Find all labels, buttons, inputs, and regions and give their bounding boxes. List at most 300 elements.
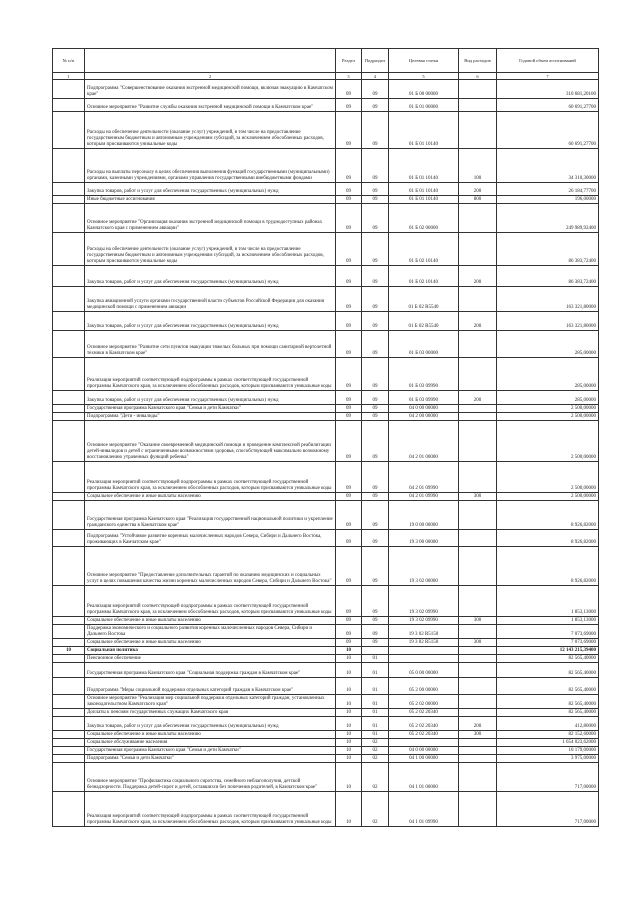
row-amount: 7 073,69000	[497, 625, 599, 639]
row-expense-type	[459, 462, 497, 493]
row-expense-type: 300	[459, 493, 497, 501]
row-name: Основное мероприятие "Оказание своевременной медицинской помощи и проведение комплексной реабилитации детей-инвалидов и детей с ограниченными возможностями здоровья, способствующей максимально возможному восстановлению утраченных функций ребенка"	[85, 421, 336, 462]
table-row	[53, 763, 599, 792]
row-number	[53, 731, 85, 739]
row-amount: 163 321,80000	[497, 287, 599, 312]
row-section: 09	[336, 530, 362, 547]
row-subsection: 09	[362, 501, 389, 530]
colnum-6: 6	[459, 73, 497, 80]
row-amount: 2 500,00000	[497, 462, 599, 493]
row-article: 01 Б 01 10140	[389, 149, 459, 183]
row-expense-type	[459, 501, 497, 530]
row-name: Государственная программа Камчатского края "Социальная поддержка граждан в Камчатском крае"	[85, 663, 336, 678]
table-row	[53, 183, 599, 196]
colnum-3: 3	[336, 73, 362, 80]
row-article: 19 3 02 R5150	[389, 625, 459, 639]
row-amount: 3 975,00000	[497, 755, 599, 763]
row-amount: 717,00000	[497, 792, 599, 827]
row-article: 05 0 00 00000	[389, 663, 459, 678]
row-article: 05 2 02 20340	[389, 731, 459, 739]
column-number-row	[53, 73, 599, 80]
header-section: Раздел	[336, 49, 362, 73]
row-article: 01 Б 02 R5540	[389, 312, 459, 331]
row-subsection: 01	[362, 717, 389, 731]
row-number	[53, 617, 85, 625]
colnum-4: 4	[362, 73, 389, 80]
row-expense-type	[459, 331, 497, 358]
row-section: 10	[336, 731, 362, 739]
row-section: 10	[336, 763, 362, 792]
row-number	[53, 625, 85, 639]
row-expense-type	[459, 112, 497, 149]
row-expense-type: 200	[459, 266, 497, 287]
row-name: Подпрограмма "Устойчивое развитие коренных малочисленных народов Севера, Сибири и Дальнего Востока, проживающих в Камчатском крае"	[85, 530, 336, 547]
row-name: Закупка авиационной услуги органами государственной власти субъектов Российской Федерации для оказания медицинской помощи с применением авиации	[85, 287, 336, 312]
row-name: Пенсионное обеспечение	[85, 655, 336, 663]
row-expense-type: 200	[459, 717, 497, 731]
row-article: 01 Б 02 R5540	[389, 287, 459, 312]
table-row	[53, 695, 599, 709]
row-article: 19 3 02 09990	[389, 617, 459, 625]
row-subsection: 09	[362, 421, 389, 462]
row-name: Основное мероприятие "Организация оказания экстренной медицинской помощи в труднодоступных районах Камчатского края с применением авиации"	[85, 204, 336, 233]
row-article: 05 2 02 20340	[389, 717, 459, 731]
row-subsection: 02	[362, 747, 389, 755]
row-amount: 285,00000	[497, 358, 599, 391]
row-article: 19 0 00 00000	[389, 501, 459, 530]
row-section: 09	[336, 196, 362, 204]
colnum-7: 7	[497, 73, 599, 80]
row-number	[53, 149, 85, 183]
row-name: Закупка товаров, работ и услуг для обеспечения государственных (муниципальных) нужд	[85, 183, 336, 196]
row-name: Иные бюджетные ассигнования	[85, 196, 336, 204]
table-body	[53, 80, 599, 827]
table-row	[53, 80, 599, 99]
colnum-1: 1	[53, 73, 85, 80]
row-number	[53, 99, 85, 112]
row-name: Социальное обеспечение и иные выплаты населению	[85, 493, 336, 501]
table-row	[53, 204, 599, 233]
row-name: Государственная программа Камчатского края "Семья и дети Камчатки"	[85, 747, 336, 755]
row-amount: 196,00000	[497, 196, 599, 204]
row-name: Основное мероприятие "Предоставление дополнительных гарантий по оказанию медицинских и социальных услуг в целях повышения качества жизни коренных малочисленных народов Севера, Сибири и Дальнего Востока"	[85, 547, 336, 586]
row-section: 09	[336, 586, 362, 617]
row-expense-type	[459, 739, 497, 747]
table-row	[53, 405, 599, 413]
table-row	[53, 501, 599, 530]
header-subsection: Подраздел	[362, 49, 389, 73]
row-amount: 2 500,00000	[497, 493, 599, 501]
row-article: 04 1 01 00000	[389, 763, 459, 792]
table-row	[53, 709, 599, 717]
row-article: 05 2 00 00000	[389, 678, 459, 695]
row-number	[53, 204, 85, 233]
row-number	[53, 312, 85, 331]
table-row	[53, 493, 599, 501]
header-exp-type: Вид расходов	[459, 49, 497, 73]
row-subsection: 01	[362, 678, 389, 695]
row-article: 01 Б 02 00000	[389, 204, 459, 233]
row-section: 10	[336, 655, 362, 663]
row-expense-type: 300	[459, 617, 497, 625]
row-name: Социальное обеспечение и иные выплаты населению	[85, 617, 336, 625]
row-subsection: 09	[362, 99, 389, 112]
table-row	[53, 792, 599, 827]
row-expense-type	[459, 655, 497, 663]
row-subsection: 02	[362, 792, 389, 827]
row-subsection: 09	[362, 112, 389, 149]
row-expense-type	[459, 678, 497, 695]
row-name: Основное мероприятие "Развитие службы оказания экстренной медицинской помощи в Камчатском крае"	[85, 99, 336, 112]
row-name: Основное мероприятие "Развитие сети пунктов эвакуации тяжелых больных при помощи санитарной вертолетной техники в Камчатском крае"	[85, 331, 336, 358]
row-name: Социальное обеспечение и иные выплаты населению	[85, 731, 336, 739]
row-article: 01 Б 01 10140	[389, 196, 459, 204]
row-amount: 26 184,77700	[497, 183, 599, 196]
row-section: 09	[336, 358, 362, 391]
table-row	[53, 586, 599, 617]
row-article: 01 Б 01 10140	[389, 112, 459, 149]
budget-allocation-table	[52, 48, 599, 827]
row-subsection: 01	[362, 709, 389, 717]
row-subsection: 09	[362, 639, 389, 647]
row-article: 04 2 00 00000	[389, 413, 459, 421]
table-row	[53, 731, 599, 739]
row-expense-type: 100	[459, 149, 497, 183]
row-expense-type	[459, 663, 497, 678]
row-expense-type	[459, 625, 497, 639]
table-row	[53, 747, 599, 755]
row-article: 01 Б 02 10140	[389, 266, 459, 287]
table-row	[53, 663, 599, 678]
row-number	[53, 547, 85, 586]
row-section: 09	[336, 312, 362, 331]
row-amount: 412,80000	[497, 717, 599, 731]
row-number	[53, 678, 85, 695]
row-expense-type	[459, 99, 497, 112]
table-row	[53, 358, 599, 391]
row-name: Закупка товаров, работ и услуг для обеспечения государственных (муниципальных) нужд	[85, 717, 336, 731]
row-expense-type	[459, 763, 497, 792]
row-subsection: 09	[362, 312, 389, 331]
row-name: Подпрограмма "Семья и дети Камчатки"	[85, 755, 336, 763]
row-number	[53, 663, 85, 678]
row-section: 09	[336, 112, 362, 149]
table-row	[53, 196, 599, 204]
row-article: 04 2 01 00000	[389, 421, 459, 462]
row-article: 04 0 00 00000	[389, 405, 459, 413]
row-amount: 60 691,27700	[497, 112, 599, 149]
table-row	[53, 99, 599, 112]
row-number	[53, 709, 85, 717]
row-article: 04 0 00 00000	[389, 747, 459, 755]
row-section: 09	[336, 204, 362, 233]
row-section: 09	[336, 501, 362, 530]
table-row	[53, 391, 599, 405]
row-amount: 34 310,30000	[497, 149, 599, 183]
row-number	[53, 421, 85, 462]
row-article: 04 1 00 00000	[389, 755, 459, 763]
row-section: 10	[336, 717, 362, 731]
row-name: Закупка товаров, работ и услуг для обеспечения государственных (муниципальных) нужд	[85, 391, 336, 405]
table-row	[53, 655, 599, 663]
row-subsection	[362, 647, 389, 655]
row-expense-type	[459, 405, 497, 413]
row-number	[53, 266, 85, 287]
header-amount: Годовой объем ассигнований	[497, 49, 599, 73]
row-name: Поддержка экономического и социального развития коренных малочисленных народов Севера, Сибири и Дальнего Востока	[85, 625, 336, 639]
header-article: Целевая статья	[389, 49, 459, 73]
table-row	[53, 547, 599, 586]
row-number	[53, 763, 85, 792]
table-row	[53, 149, 599, 183]
row-expense-type	[459, 792, 497, 827]
row-section: 10	[336, 747, 362, 755]
row-number	[53, 493, 85, 501]
row-name: Основное мероприятие "Реализация мер социальной поддержки отдельных категорий граждан, установленных законодательством Камчатского края"	[85, 695, 336, 709]
row-subsection: 02	[362, 739, 389, 747]
row-number	[53, 747, 85, 755]
table-row	[53, 617, 599, 625]
row-section: 10	[336, 792, 362, 827]
table-row	[53, 413, 599, 421]
row-subsection: 09	[362, 358, 389, 391]
table-row	[53, 331, 599, 358]
row-name: Государственная программа Камчатского края "Реализация государственной национальной политики и укрепление гражданского единства в Камчатском крае"	[85, 501, 336, 530]
row-number	[53, 413, 85, 421]
row-section: 09	[336, 391, 362, 405]
row-name: Социальная политика	[85, 647, 336, 655]
row-number	[53, 183, 85, 196]
row-article	[389, 739, 459, 747]
row-number	[53, 462, 85, 493]
row-name: Основное мероприятие "Профилактика социального сиротства, семейного неблагополучия, детской безнадзорности. Поддержка детей-сирот и детей, оставшихся без попечения родителей, в Камчатском крае"	[85, 763, 336, 792]
row-number	[53, 530, 85, 547]
row-name: Подпрограмма "Меры социальной поддержки отдельных категорий граждан в Камчатском крае"	[85, 678, 336, 695]
row-article: 04 2 01 09990	[389, 462, 459, 493]
row-amount: 7 073,69000	[497, 639, 599, 647]
table-row	[53, 625, 599, 639]
row-section: 10	[336, 678, 362, 695]
row-article: 05 2 02 00000	[389, 695, 459, 709]
row-expense-type	[459, 530, 497, 547]
row-subsection: 01	[362, 731, 389, 739]
row-expense-type	[459, 747, 497, 755]
row-section: 09	[336, 149, 362, 183]
row-section: 09	[336, 421, 362, 462]
row-amount: 12 143 215,39400	[497, 647, 599, 655]
row-number	[53, 717, 85, 731]
row-number	[53, 80, 85, 99]
row-section: 10	[336, 739, 362, 747]
row-expense-type	[459, 586, 497, 617]
row-section: 09	[336, 99, 362, 112]
row-subsection: 09	[362, 547, 389, 586]
table-row	[53, 266, 599, 287]
table-row	[53, 312, 599, 331]
table-row	[53, 287, 599, 312]
row-article	[389, 647, 459, 655]
row-amount: 86 383,72400	[497, 266, 599, 287]
row-amount: 717,00000	[497, 763, 599, 792]
row-name: Закупка товаров, работ и услуг для обеспечения государственных (муниципальных) нужд	[85, 312, 336, 331]
table-row	[53, 717, 599, 731]
row-subsection: 09	[362, 287, 389, 312]
row-amount: 285,00000	[497, 391, 599, 405]
row-number	[53, 233, 85, 266]
row-amount: 2 500,00000	[497, 405, 599, 413]
row-subsection: 09	[362, 80, 389, 99]
row-number	[53, 739, 85, 747]
row-article: 19 3 02 09990	[389, 586, 459, 617]
row-section: 10	[336, 709, 362, 717]
row-subsection: 09	[362, 331, 389, 358]
table-row	[53, 755, 599, 763]
row-expense-type	[459, 709, 497, 717]
row-number	[53, 405, 85, 413]
row-subsection: 01	[362, 695, 389, 709]
row-article: 04 1 01 09990	[389, 792, 459, 827]
row-amount: 82 565,40000	[497, 655, 599, 663]
row-name: Расходы на выплаты персоналу в целях обеспечения выполнения функций государственными (муниципальными) органами, казенными учреждениями, органами управления государственными внебюджетными фондами	[85, 149, 336, 183]
row-subsection: 09	[362, 149, 389, 183]
row-subsection: 09	[362, 183, 389, 196]
row-expense-type: 200	[459, 391, 497, 405]
row-expense-type	[459, 647, 497, 655]
row-article: 01 Б 01 10140	[389, 183, 459, 196]
row-subsection: 09	[362, 204, 389, 233]
row-subsection: 09	[362, 405, 389, 413]
row-expense-type: 300	[459, 639, 497, 647]
row-amount: 86 383,72400	[497, 233, 599, 266]
row-article: 01 Б 01 00000	[389, 99, 459, 112]
row-section: 09	[336, 331, 362, 358]
row-amount: 10 179,00000	[497, 747, 599, 755]
row-subsection: 09	[362, 266, 389, 287]
row-article: 19 3 02 00000	[389, 547, 459, 586]
row-amount: 8 926,82000	[497, 501, 599, 530]
row-amount: 1 853,13000	[497, 617, 599, 625]
row-amount: 82 565,40000	[497, 678, 599, 695]
row-section: 09	[336, 617, 362, 625]
row-article: 01 Б 02 10140	[389, 233, 459, 266]
row-expense-type	[459, 233, 497, 266]
row-subsection: 09	[362, 493, 389, 501]
row-subsection: 09	[362, 413, 389, 421]
row-number	[53, 112, 85, 149]
table-row	[53, 647, 599, 655]
row-subsection: 01	[362, 663, 389, 678]
row-expense-type	[459, 695, 497, 709]
row-expense-type: 200	[459, 312, 497, 331]
row-section: 09	[336, 639, 362, 647]
row-name: Реализация мероприятий соответствующей подпрограммы в рамках соответствующей государственной программы Камчатского края, за исключением обособленных расходов, которым присваиваются уникальные коды	[85, 462, 336, 493]
row-section: 09	[336, 625, 362, 639]
table-row	[53, 639, 599, 647]
row-number	[53, 586, 85, 617]
row-amount: 82 565,40000	[497, 709, 599, 717]
row-number	[53, 639, 85, 647]
row-name: Реализация мероприятий соответствующей подпрограммы в рамках соответствующей государственной программы Камчатского края, за исключением обособленных расходов, которым присваиваются уникальные коды	[85, 792, 336, 827]
row-amount: 249 989,92400	[497, 204, 599, 233]
row-section: 10	[336, 755, 362, 763]
row-subsection: 02	[362, 763, 389, 792]
row-expense-type	[459, 413, 497, 421]
header-name	[85, 49, 336, 73]
row-subsection: 09	[362, 586, 389, 617]
row-expense-type	[459, 204, 497, 233]
row-subsection: 09	[362, 625, 389, 639]
row-section: 09	[336, 493, 362, 501]
row-section: 09	[336, 233, 362, 266]
row-amount: 310 681,20100	[497, 80, 599, 99]
row-section: 10	[336, 663, 362, 678]
row-name: Государственная программа Камчатского края "Семья и дети Камчатки"	[85, 405, 336, 413]
row-number	[53, 331, 85, 358]
row-number	[53, 655, 85, 663]
row-section: 10	[336, 647, 362, 655]
row-number	[53, 695, 85, 709]
row-section: 09	[336, 405, 362, 413]
row-name: Реализация мероприятий соответствующей подпрограммы в рамках соответствующей государственной программы Камчатского края, за исключением обособленных расходов, которым присваиваются уникальные коды	[85, 358, 336, 391]
row-name: Реализация мероприятий соответствующей подпрограммы в рамках соответствующей государственной программы Камчатского края, за исключением обособленных расходов, которым присваиваются уникальные коды	[85, 586, 336, 617]
row-amount: 2 500,00000	[497, 413, 599, 421]
row-number	[53, 501, 85, 530]
row-amount: 1 853,13000	[497, 586, 599, 617]
row-name: Подпрограмма "Дети - инвалиды"	[85, 413, 336, 421]
row-expense-type: 300	[459, 731, 497, 739]
row-section: 09	[336, 547, 362, 586]
row-amount: 82 152,60000	[497, 731, 599, 739]
row-expense-type	[459, 755, 497, 763]
table-row	[53, 233, 599, 266]
row-name: Социальное обеспечение и иные выплаты населению	[85, 639, 336, 647]
row-expense-type	[459, 80, 497, 99]
row-section: 10	[336, 695, 362, 709]
row-name: Расходы на обеспечение деятельности (оказание услуг) учреждений, в том числе на предоставление государственным бюджетным и автономным учреждениям субсидий, за исключением обособленных расходов, которым присваиваются уникальные коды	[85, 112, 336, 149]
table-row	[53, 678, 599, 695]
row-expense-type	[459, 358, 497, 391]
row-amount: 1 654 023,62000	[497, 739, 599, 747]
row-subsection: 09	[362, 391, 389, 405]
row-number	[53, 287, 85, 312]
header-num: № п/п	[53, 49, 85, 73]
row-name: Расходы на обеспечение деятельности (оказание услуг) учреждений, в том числе на предоставление государственным бюджетным и автономным учреждениям субсидий, за исключением обособленных расходов, которым присваиваются уникальные коды	[85, 233, 336, 266]
row-amount: 2 500,00000	[497, 421, 599, 462]
table-header-row	[53, 49, 599, 73]
row-article: 19 3 00 00000	[389, 530, 459, 547]
table-row	[53, 421, 599, 462]
row-number	[53, 792, 85, 827]
row-number	[53, 196, 85, 204]
row-amount: 285,00000	[497, 331, 599, 358]
row-name: Закупка товаров, работ и услуг для обеспечения государственных (муниципальных) нужд	[85, 266, 336, 287]
row-section: 09	[336, 462, 362, 493]
row-expense-type	[459, 421, 497, 462]
row-subsection: 09	[362, 462, 389, 493]
row-amount: 8 926,82000	[497, 547, 599, 586]
row-subsection: 01	[362, 655, 389, 663]
row-expense-type: 200	[459, 183, 497, 196]
row-subsection: 09	[362, 530, 389, 547]
table-row	[53, 530, 599, 547]
table-row	[53, 462, 599, 493]
row-section: 09	[336, 183, 362, 196]
row-article: 19 3 02 R5150	[389, 639, 459, 647]
row-expense-type: 800	[459, 196, 497, 204]
row-subsection: 09	[362, 617, 389, 625]
row-section: 09	[336, 413, 362, 421]
row-section: 09	[336, 80, 362, 99]
